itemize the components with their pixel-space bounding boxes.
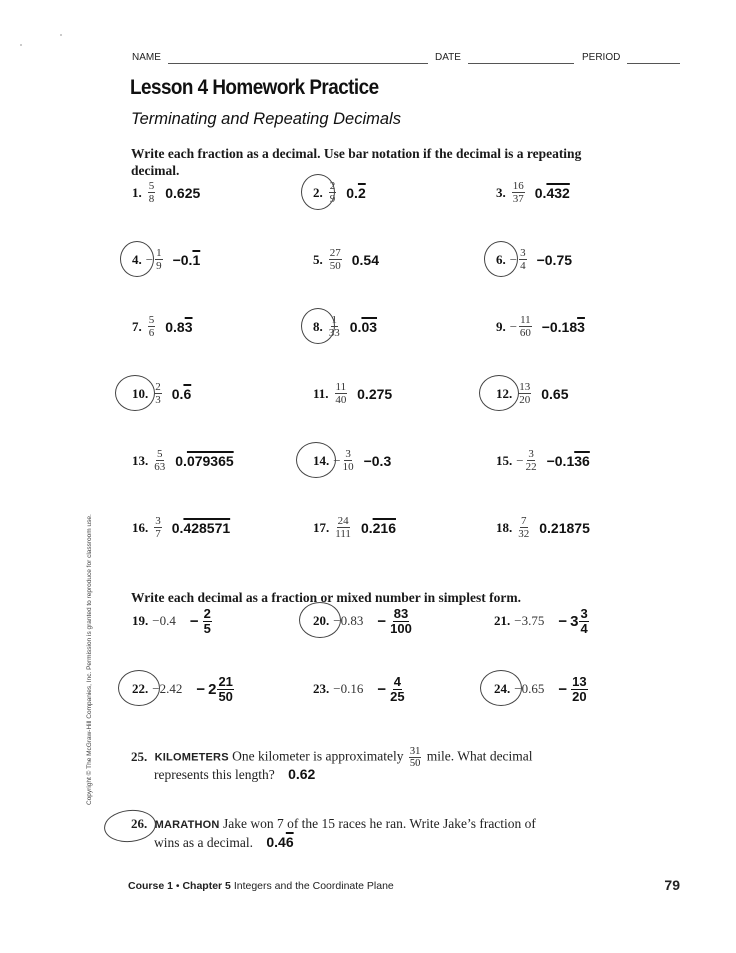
handwritten-answer: 0.03 xyxy=(349,319,378,335)
problem-20 xyxy=(313,604,412,638)
problem-10 xyxy=(132,377,191,411)
fraction xyxy=(518,516,529,540)
handwritten-answer: 0.428571 xyxy=(171,520,231,536)
fraction xyxy=(343,449,354,473)
negative-sign: − xyxy=(509,319,518,334)
fraction-denominator: 9 xyxy=(156,260,162,272)
problem-number: 21. xyxy=(494,613,511,628)
name-field-line[interactable] xyxy=(168,63,428,64)
fraction-denominator: 100 xyxy=(390,620,412,636)
problem-18 xyxy=(496,511,590,545)
fraction xyxy=(519,315,532,339)
problem-13 xyxy=(132,444,234,478)
problem-22 xyxy=(132,672,234,706)
fraction-denominator: 37 xyxy=(512,193,524,205)
fraction-denominator: 8 xyxy=(148,193,155,205)
fraction-denominator: 4 xyxy=(580,620,588,636)
fraction-denominator: 50 xyxy=(218,688,233,704)
fraction-denominator: 32 xyxy=(518,528,530,540)
problem-number: 12. xyxy=(496,386,513,401)
fraction-denominator: 50 xyxy=(329,260,341,272)
given-decimal: −0.83 xyxy=(333,613,364,628)
fraction-denominator: 4 xyxy=(520,260,526,272)
problem-11 xyxy=(313,377,392,411)
fraction xyxy=(409,746,422,769)
fraction-numerator: 3 xyxy=(155,515,161,527)
fraction-numerator: 2 xyxy=(203,605,211,621)
date-field-line[interactable] xyxy=(468,63,574,64)
fraction-numerator: 2 xyxy=(155,381,161,393)
problem-7 xyxy=(132,310,193,344)
fraction-denominator: 22 xyxy=(525,461,537,473)
problem-number: 26. xyxy=(131,816,148,831)
problem-15 xyxy=(496,444,590,478)
handwritten-answer: 0.6 xyxy=(171,386,192,402)
problem-17 xyxy=(313,511,396,545)
fraction xyxy=(148,181,156,205)
section1-instruction: Write each fraction as a decimal. Use bar notation if the decimal is a repeating decimal. xyxy=(131,146,582,178)
problem-number: 22. xyxy=(132,681,149,696)
problem-9 xyxy=(496,310,585,344)
fraction xyxy=(329,315,340,339)
negative-sign: − xyxy=(145,252,154,267)
problem-text: Jake won 7 of the 15 races he ran. Write Jake’s fraction of xyxy=(222,816,536,831)
fraction-denominator: 20 xyxy=(572,688,587,704)
fraction xyxy=(512,181,525,205)
handwritten-answer: −0.3 xyxy=(363,453,392,469)
footer-bullet: • xyxy=(175,880,180,892)
answer-whole-number: 3 xyxy=(570,612,579,630)
given-decimal: −2.42 xyxy=(152,681,183,696)
fraction xyxy=(155,248,163,272)
handwritten-answer-fraction xyxy=(390,607,412,636)
problem-number: 13. xyxy=(132,453,149,468)
problem-24 xyxy=(494,672,588,706)
handwritten-answer: 0.432 xyxy=(534,185,570,201)
word-problem-26 xyxy=(131,815,601,851)
fraction-denominator: 7 xyxy=(155,528,161,540)
answer-sign: − xyxy=(189,612,199,630)
fraction-denominator: 9 xyxy=(329,193,336,205)
page-number: 79 xyxy=(664,877,680,893)
problem-number: 5. xyxy=(313,252,323,267)
fraction-numerator: 24 xyxy=(337,515,349,527)
problem-number: 25. xyxy=(131,748,148,764)
handwritten-answer-fraction xyxy=(571,675,587,704)
name-label: NAME xyxy=(132,52,161,63)
given-decimal: −0.65 xyxy=(514,681,545,696)
problem-number: 4. xyxy=(132,252,142,267)
problem-text: mile. What decimal xyxy=(426,748,533,764)
handwritten-answer: −0.183 xyxy=(541,319,585,335)
problem-21 xyxy=(494,604,589,638)
handwritten-answer-fraction xyxy=(203,607,212,636)
fraction xyxy=(154,449,165,473)
handwritten-answer: 0.216 xyxy=(360,520,396,536)
fraction-numerator: 5 xyxy=(157,448,163,460)
fraction-numerator: 11 xyxy=(335,381,347,393)
fraction-numerator: 31 xyxy=(409,746,421,757)
negative-sign: − xyxy=(509,252,518,267)
fraction-numerator: 13 xyxy=(519,381,531,393)
problem-6 xyxy=(496,243,572,277)
section2-instruction: Write each decimal as a fraction or mixed number in simplest form. xyxy=(131,590,521,605)
footer-chapter-title: Integers and the Coordinate Plane xyxy=(233,880,394,892)
answer-sign: − xyxy=(558,612,568,630)
problem-number: 9. xyxy=(496,319,506,334)
problem-number: 8. xyxy=(313,319,323,334)
fraction xyxy=(154,516,162,540)
handwritten-answer-fraction xyxy=(579,607,588,636)
handwritten-answer: 0.65 xyxy=(541,386,569,402)
problem-number: 18. xyxy=(496,520,513,535)
page-subtitle: Terminating and Repeating Decimals xyxy=(131,110,401,128)
problem-number: 20. xyxy=(313,613,330,628)
fraction xyxy=(335,382,348,406)
problem-5 xyxy=(313,243,379,277)
handwritten-answer: 0.62 xyxy=(288,766,316,782)
problem-14 xyxy=(313,444,391,478)
page-title: Lesson 4 Homework Practice xyxy=(130,76,379,99)
problem-2 xyxy=(313,176,366,210)
problem-number: 1. xyxy=(132,185,142,200)
answer-sign: − xyxy=(377,680,387,698)
page-footer xyxy=(128,877,680,893)
problem-number: 19. xyxy=(132,613,149,628)
fraction xyxy=(148,315,156,339)
fraction-denominator: 33 xyxy=(328,327,340,339)
fraction-numerator: 83 xyxy=(393,605,409,621)
fraction-numerator: 3 xyxy=(345,448,351,460)
footer-chapter: Chapter 5 xyxy=(182,880,231,892)
fraction-numerator: 5 xyxy=(148,314,155,326)
fraction-numerator: 3 xyxy=(528,448,534,460)
fraction-numerator: 1 xyxy=(331,314,337,326)
fraction-numerator: 3 xyxy=(520,247,526,259)
handwritten-answer: 0.21875 xyxy=(539,520,590,536)
fraction-numerator: 3 xyxy=(580,605,588,621)
problem-keyword: KILOMETERS xyxy=(154,751,229,764)
problem-16 xyxy=(132,511,230,545)
fraction-denominator: 5 xyxy=(203,620,211,636)
negative-sign: − xyxy=(333,453,341,468)
problem-1 xyxy=(132,176,200,210)
problem-3 xyxy=(496,176,570,210)
fraction-denominator: 40 xyxy=(335,394,347,406)
handwritten-answer: 0.275 xyxy=(357,386,393,402)
problem-text: One kilometer is approximately xyxy=(232,748,404,764)
problem-number: 16. xyxy=(132,520,149,535)
problem-keyword: MARATHON xyxy=(154,819,220,831)
answer-whole-number: 2 xyxy=(208,680,217,698)
handwritten-answer: −0.1 xyxy=(172,252,201,268)
problem-number: 11. xyxy=(313,386,329,401)
problem-number: 23. xyxy=(313,681,330,696)
problem-8 xyxy=(313,310,377,344)
fraction-numerator: 27 xyxy=(329,247,341,259)
fraction xyxy=(335,516,351,540)
word-problem-25 xyxy=(131,746,601,783)
fraction-numerator: 16 xyxy=(512,180,524,192)
problem-19 xyxy=(132,604,212,638)
fraction-numerator: 4 xyxy=(393,673,401,689)
handwritten-answer: 0.079365 xyxy=(175,453,234,469)
handwritten-answer: 0.54 xyxy=(351,252,379,268)
fraction xyxy=(519,248,527,272)
fraction-denominator: 63 xyxy=(154,461,166,473)
problem-number: 6. xyxy=(496,252,506,267)
problem-23 xyxy=(313,672,405,706)
fraction-denominator: 60 xyxy=(519,327,531,339)
handwritten-answer-fraction xyxy=(217,675,233,704)
given-decimal: −0.4 xyxy=(152,613,176,628)
fraction-denominator: 25 xyxy=(390,688,405,704)
given-decimal: −0.16 xyxy=(333,681,364,696)
period-field-line[interactable] xyxy=(627,63,680,64)
problem-4 xyxy=(132,243,200,277)
copyright-notice: Copyright © The McGraw-Hill Companies, Inc. Permission is granted to reproduce for classroom use. xyxy=(86,514,93,805)
problem-number: 15. xyxy=(496,453,513,468)
problem-text: wins as a decimal. xyxy=(154,835,253,850)
scan-speck xyxy=(20,44,22,46)
date-label: DATE xyxy=(435,52,461,63)
fraction-denominator: 10 xyxy=(342,461,354,473)
answer-sign: − xyxy=(558,680,568,698)
problem-number: 3. xyxy=(496,185,506,200)
footer-course: Course 1 xyxy=(128,880,173,892)
fraction-numerator: 1 xyxy=(156,247,162,259)
problem-number: 14. xyxy=(313,453,330,468)
answer-sign: − xyxy=(196,680,206,698)
fraction-numerator: 11 xyxy=(520,314,531,326)
header-fields xyxy=(132,52,680,66)
fraction xyxy=(526,449,537,473)
problem-number: 7. xyxy=(132,319,142,334)
fraction xyxy=(329,181,337,205)
handwritten-answer: 0.625 xyxy=(165,185,201,201)
handwritten-answer: 0.2 xyxy=(346,185,366,201)
handwritten-answer: 0.46 xyxy=(266,834,294,850)
problem-text: represents this length? xyxy=(154,767,275,782)
fraction-denominator: 50 xyxy=(409,758,421,769)
problem-number: 17. xyxy=(313,520,330,535)
fraction-numerator: 7 xyxy=(521,515,527,527)
handwritten-answer: −0.136 xyxy=(546,453,590,469)
problem-number: 10. xyxy=(132,386,149,401)
fraction xyxy=(518,382,531,406)
problem-number: 2. xyxy=(313,185,323,200)
period-label: PERIOD xyxy=(582,52,621,63)
fraction-numerator: 21 xyxy=(218,673,233,689)
fraction-denominator: 6 xyxy=(148,327,155,339)
problem-number: 24. xyxy=(494,681,511,696)
handwritten-answer-fraction xyxy=(390,675,404,704)
fraction-numerator: 5 xyxy=(148,180,155,192)
fraction-denominator: 111 xyxy=(335,528,351,540)
fraction xyxy=(329,248,342,272)
problem-12 xyxy=(496,377,569,411)
negative-sign: − xyxy=(516,453,524,468)
handwritten-answer: 0.83 xyxy=(165,319,193,335)
answer-sign: − xyxy=(377,612,387,630)
given-decimal: −3.75 xyxy=(514,613,545,628)
fraction-numerator: 13 xyxy=(572,673,587,689)
fraction-denominator: 3 xyxy=(155,394,161,406)
handwritten-answer: −0.75 xyxy=(536,252,573,268)
fraction-numerator: 2 xyxy=(329,180,336,192)
fraction-denominator: 20 xyxy=(519,394,531,406)
scan-speck xyxy=(60,34,62,36)
fraction xyxy=(154,382,162,406)
